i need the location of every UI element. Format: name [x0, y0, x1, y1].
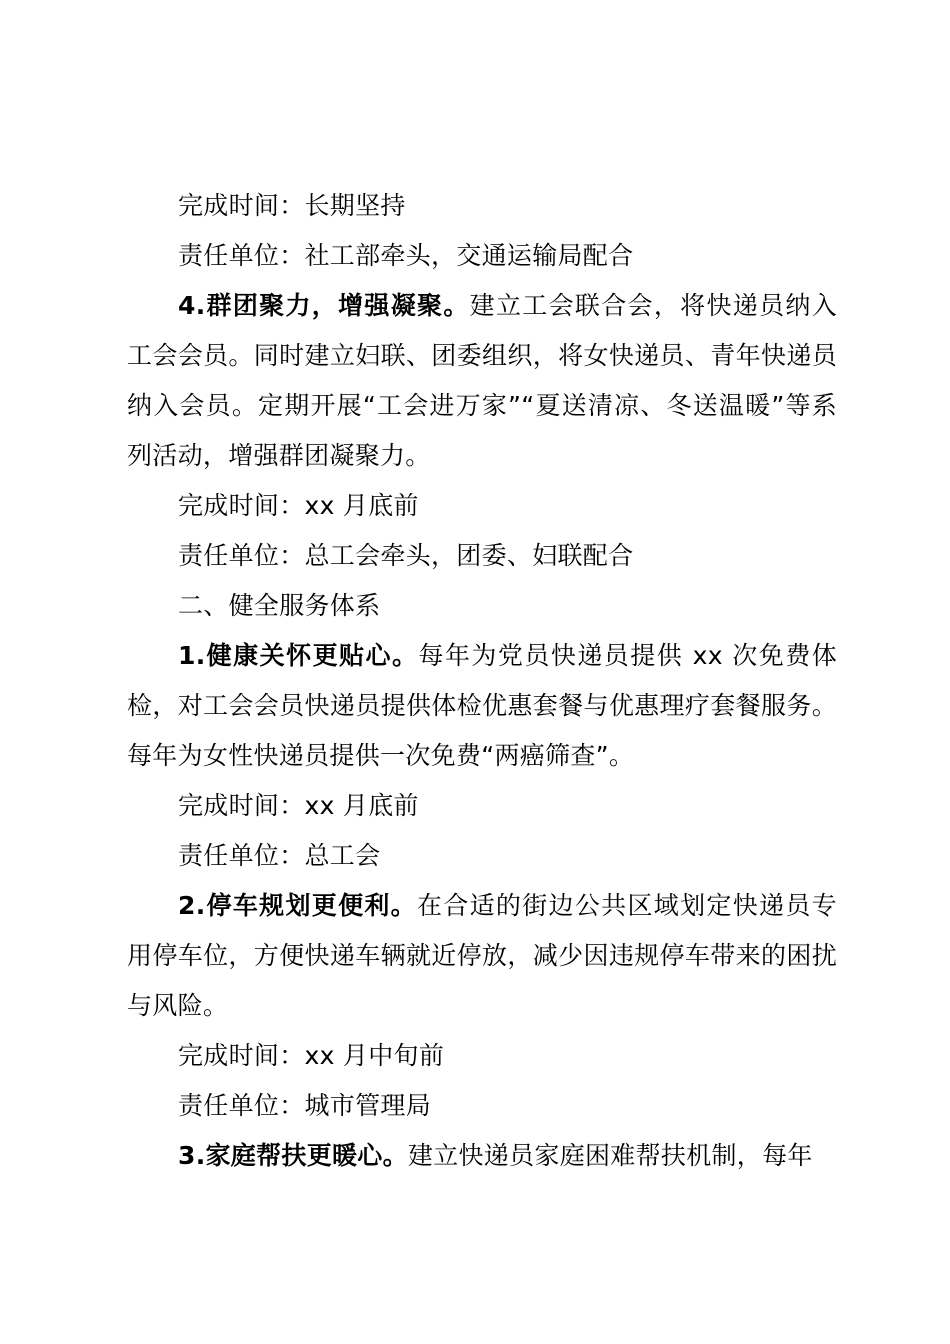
- paragraph-text: 完成时间：长期坚持: [178, 191, 406, 220]
- completion-time-line: [127, 1031, 837, 1081]
- responsible-unit-line: [127, 531, 837, 581]
- section-heading: 2.停车规划更便利。: [178, 891, 417, 920]
- paragraph-text: 责任单位：社工部牵头，交通运输局配合: [178, 241, 634, 270]
- completion-time-line: [127, 481, 837, 531]
- body-paragraph: [127, 1131, 837, 1181]
- paragraph-text: 责任单位：总工会牵头，团委、妇联配合: [178, 541, 634, 570]
- paragraph-text: 建立快递员家庭困难帮扶机制，每年: [407, 1141, 813, 1170]
- paragraph-text: 在合适的街边公共区域划定快递员专用停车位，方便快递车辆就近停放，减少因违规停车带来的困扰与风险。: [127, 891, 837, 1020]
- responsible-unit-line: [127, 1081, 837, 1131]
- paragraph-text: 完成时间：xx 月中旬前: [178, 1041, 445, 1070]
- section-heading: 4.群团聚力，增强凝聚。: [178, 291, 470, 320]
- paragraph-text: 责任单位：总工会: [178, 841, 381, 870]
- paragraph-text: 二、健全服务体系: [178, 591, 381, 620]
- responsible-unit-line: [127, 231, 837, 281]
- completion-time-line: [127, 181, 837, 231]
- responsible-unit-line: [127, 831, 837, 881]
- paragraph-text: 每年为党员快递员提供 xx 次免费体检，对工会会员快递员提供体检优惠套餐与优惠理疗套餐服务。每年为女性快递员提供一次免费“两癌筛查”。: [127, 641, 837, 770]
- paragraph-text: 责任单位：城市管理局: [178, 1091, 432, 1120]
- body-paragraph: [127, 881, 837, 1031]
- paragraph-text: 完成时间：xx 月底前: [178, 491, 419, 520]
- paragraph-text: 建立工会联合会，将快递员纳入工会会员。同时建立妇联、团委组织，将女快递员、青年快递员纳入会员。定期开展“工会进万家”“夏送清凉、冬送温暖”等系列活动，增强群团凝聚力。: [127, 291, 838, 470]
- paragraph-text: 完成时间：xx 月底前: [178, 791, 419, 820]
- section-heading: 1.健康关怀更贴心。: [178, 641, 419, 670]
- document-body: [127, 181, 837, 1181]
- body-paragraph: [127, 631, 837, 781]
- chapter-heading: [127, 581, 837, 631]
- completion-time-line: [127, 781, 837, 831]
- body-paragraph: [127, 281, 837, 481]
- section-heading: 3.家庭帮扶更暖心。: [178, 1141, 408, 1170]
